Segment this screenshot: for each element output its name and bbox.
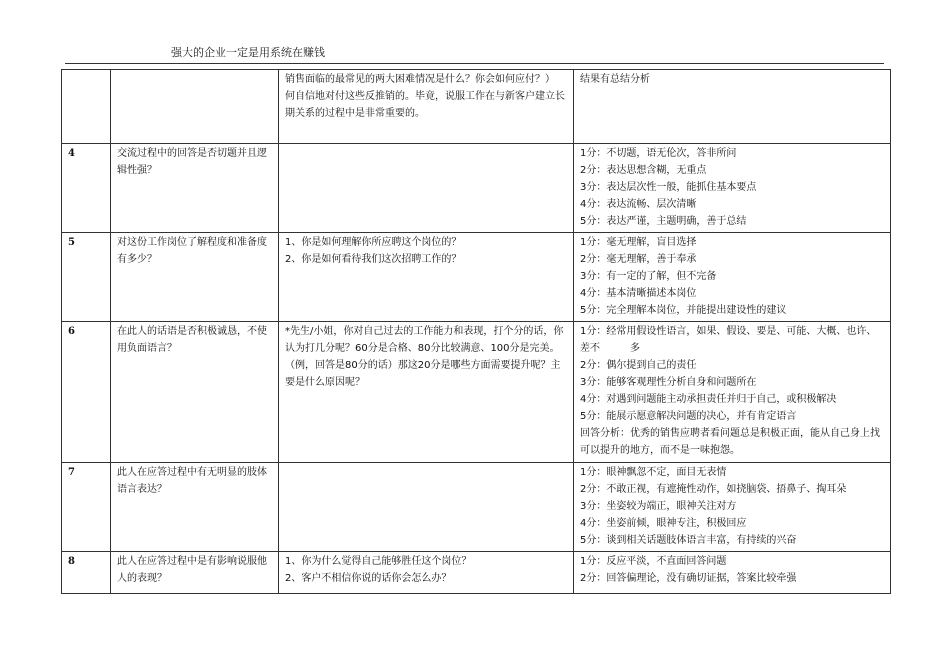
table-row [62,144,891,233]
score-line: 回答分析：优秀的销售应聘者看问题总是积极正面，能从自己身上找可以提升的地方，而不是一味抱怨。 [580,428,880,456]
interview-questions [279,463,574,552]
evaluation-item: 对这份工作岗位了解程度和准备度有多少？ [111,233,279,322]
interview-questions [279,322,574,463]
table-row [62,70,891,144]
score-line: 结果有总结分析 [580,74,650,85]
page-header-title: 强大的企业一定是用系统在赚钱 [171,46,325,59]
score-line: 5分：能展示愿意解决问题的决心，并有肯定语言 [580,411,797,422]
score-line: 2分：不敢正视，有遮掩性动作，如挠脑袋、捂鼻子、掏耳朵 [580,484,847,495]
table-row [62,233,891,322]
score-line: 4分：表达流畅、层次清晰 [580,199,697,210]
question-line: 2、你是如何看待我们这次招聘工作的？ [285,254,462,265]
score-line: 3分：表达层次性一般，能抓住基本要点 [580,182,757,193]
row-number: 7 [62,463,111,552]
score-line: 1分：眼神飘忽不定，面目无表情 [580,467,727,478]
row-number: 5 [62,233,111,322]
scoring-criteria [574,144,891,233]
header-rule [65,63,884,64]
score-line: 4分：坐姿前倾，眼神专注，积极回应 [580,518,747,529]
score-line: 3分：坐姿较为端正，眼神关注对方 [580,501,737,512]
interview-evaluation-table [61,69,891,594]
table-row [62,463,891,552]
score-line: 4分：基本清晰描述本岗位 [580,288,697,299]
row-number: 4 [62,144,111,233]
score-line: 5分：完全理解本岗位，并能提出建设性的建议 [580,305,787,316]
scoring-criteria [574,322,891,463]
interview-questions [279,70,574,144]
score-line: 1分：经常用假设性语言，如果、假设、要是、可能、大概、也许、差不 多 [580,326,877,354]
score-line: 5分：谈到相关话题肢体语言丰富，有持续的兴奋 [580,535,797,546]
question-line: *先生/小姐，你对自己过去的工作能力和表现，打个分的话，你认为打几分呢？60分是合格、80分比较满意、100分是完美。（例，回答是80分的话）那这20分是哪些方面需要提升呢？主要是什么原因呢？ [285,326,564,388]
table-row [62,322,891,463]
question-line: 何自信地对付这些反推销的。毕竟，说服工作在与新客户建立长期关系的过程中是非常重要的。 [285,91,565,119]
score-line: 1分：不切题，语无伦次，答非所问 [580,148,737,159]
score-line: 5分：表达严谨，主题明确，善于总结 [580,216,747,227]
scoring-criteria [574,463,891,552]
score-line: 1分：反应平淡，不直面回答问题 [580,556,727,567]
score-line: 2分：表达思想含糊，无重点 [580,165,707,176]
evaluation-item: 此人在应答过程中有无明显的肢体语言表达？ [111,463,279,552]
row-number: 6 [62,322,111,463]
evaluation-item: 此人在应答过程中是有影响说服他人的表现？ [111,552,279,594]
evaluation-item: 在此人的话语是否积极诚恳，不使用负面语言？ [111,322,279,463]
interview-questions [279,144,574,233]
row-number [62,70,111,144]
question-line: 2、客户不相信你说的话你会怎么办？ [285,573,452,584]
score-line: 3分：能够客观理性分析自身和问题所在 [580,377,757,388]
table-body [62,70,891,594]
score-line: 4分：对遇到问题能主动承担责任并归于自己，或积极解决 [580,394,837,405]
table-row [62,552,891,594]
scoring-criteria [574,70,891,144]
row-number: 8 [62,552,111,594]
score-line: 2分：偶尔提到自己的责任 [580,360,697,371]
score-line: 2分：回答偏理论，没有确切证据，答案比较牵强 [580,573,797,584]
scoring-criteria [574,233,891,322]
interview-questions [279,233,574,322]
question-line: 销售面临的最常见的两大困难情况是什么？你会如何应付？） [285,74,555,85]
question-line: 1、你为什么觉得自己能够胜任这个岗位？ [285,556,472,567]
interview-questions [279,552,574,594]
evaluation-item [111,70,279,144]
question-line: 1、你是如何理解你所应聘这个岗位的？ [285,237,462,248]
evaluation-item: 交流过程中的回答是否切题并且逻辑性强？ [111,144,279,233]
score-line: 3分：有一定的了解，但不完备 [580,271,717,282]
score-line: 2分：毫无理解，善于奉承 [580,254,697,265]
score-line: 1分：毫无理解，盲目选择 [580,237,697,248]
scoring-criteria [574,552,891,594]
